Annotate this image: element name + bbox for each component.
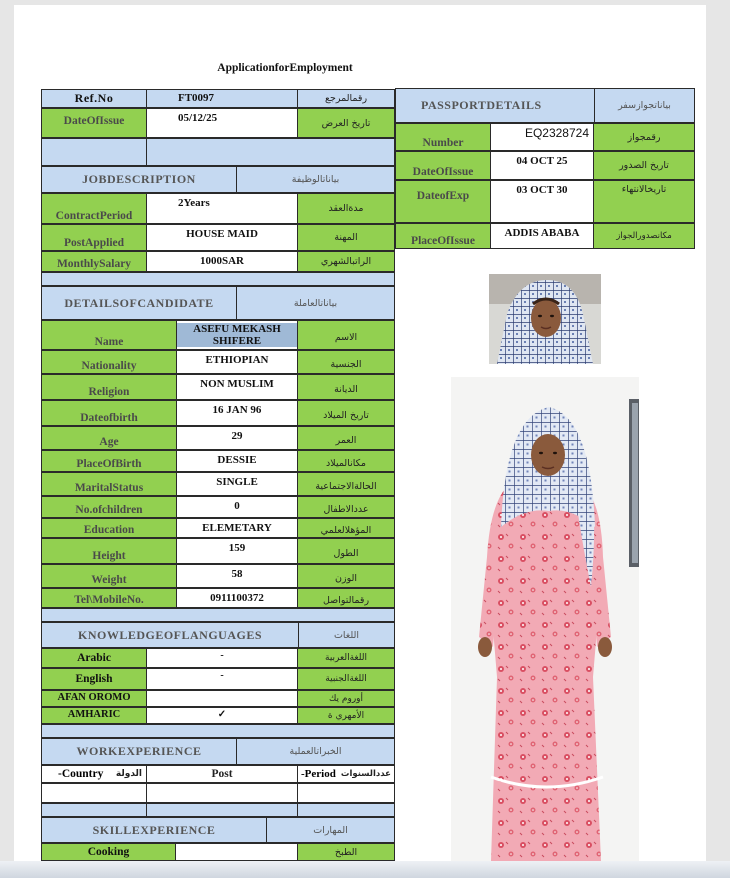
spacer-cell xyxy=(146,138,395,166)
passport-place-arabic: مكانصدورالجواز xyxy=(593,223,695,249)
candidate-label: MaritalStatus xyxy=(41,472,177,496)
job-description-header: JOBDESCRIPTION xyxy=(41,166,237,193)
monthly-salary-value: 1000SAR xyxy=(146,251,298,272)
candidate-arabic: تاريخ الميلاد xyxy=(297,400,395,426)
date-of-issue-value: 05/12/25 xyxy=(146,108,298,138)
candidate-arabic: مكانالميلاد xyxy=(297,450,395,472)
passport-place-value: ADDIS ABABA xyxy=(490,223,594,249)
language-arabic: الأمهري ة xyxy=(297,707,395,724)
candidate-arabic: المؤهلالعلمي xyxy=(297,518,395,538)
work-row-cell xyxy=(146,783,298,803)
candidate-arabic: الديانة xyxy=(297,374,395,400)
full-length-photo xyxy=(451,377,639,861)
skill-experience-header: SKILLEXPERIENCE xyxy=(41,817,267,843)
bottom-scroll-bar[interactable] xyxy=(0,861,730,878)
work-country-col xyxy=(41,765,147,783)
date-of-issue-label: DateOfIssue xyxy=(41,108,147,138)
language-arabic: اللغةالعربية xyxy=(297,648,395,668)
candidate-label: No.ofchildren xyxy=(41,496,177,518)
candidate-label: Weight xyxy=(41,564,177,588)
candidate-value: SINGLE xyxy=(176,472,298,496)
candidate-label: Name xyxy=(41,320,177,350)
language-level: - xyxy=(146,648,298,668)
candidate-arabic: الجنسية xyxy=(297,350,395,374)
candidate-value: 0 xyxy=(176,496,298,518)
job-description-header-arabic: بياناتالوظيفة xyxy=(236,166,395,193)
date-of-issue-arabic: تاريخ العرض xyxy=(297,108,395,138)
candidate-name-highlight: ASEFU MEKASH SHIFERE xyxy=(177,323,297,347)
passport-issue-date-value: 04 OCT 25 xyxy=(490,151,594,180)
candidate-label: Education xyxy=(41,518,177,538)
candidate-value: ELEMETARY xyxy=(176,518,298,538)
ref-label: Ref.No xyxy=(41,89,147,108)
ref-arabic: رقمالمرجع xyxy=(297,89,395,108)
language-arabic: أوروم يك xyxy=(297,690,395,707)
language-level: ✓ xyxy=(146,707,298,724)
candidate-label: Religion xyxy=(41,374,177,400)
spacer-cell xyxy=(146,803,298,817)
work-row-cell xyxy=(41,783,147,803)
monthly-salary-arabic: الراتبالشهري xyxy=(297,251,395,272)
work-period-arabic: عددالسنوات xyxy=(340,769,391,779)
candidate-arabic: الاسم xyxy=(297,320,395,350)
candidate-value: DESSIE xyxy=(176,450,298,472)
work-country-arabic: الدولة xyxy=(115,769,142,779)
contract-period-label: ContractPeriod xyxy=(41,193,147,224)
portrait-photo xyxy=(489,274,601,364)
skill-cooking-arabic: الطبخ xyxy=(297,843,395,861)
skill-experience-header-arabic: المهارات xyxy=(266,817,395,843)
candidate-arabic: الحالةالاجتماعية xyxy=(297,472,395,496)
language-label: AMHARIC xyxy=(41,707,147,724)
candidate-value: 16 JAN 96 xyxy=(176,400,298,426)
candidate-label: Age xyxy=(41,426,177,450)
ref-value: FT0097 xyxy=(146,89,298,108)
post-applied-arabic: المهنة xyxy=(297,224,395,251)
contract-period-value: 2Years xyxy=(146,193,298,224)
monthly-salary-label: MonthlySalary xyxy=(41,251,147,272)
candidate-label: Height xyxy=(41,538,177,564)
candidate-value: ETHIOPIAN xyxy=(176,350,298,374)
candidate-arabic: عددالاطفال xyxy=(297,496,395,518)
candidate-value: 29 xyxy=(176,426,298,450)
passport-issue-date-arabic: تاريخ الصدور xyxy=(593,151,695,180)
spacer-cell xyxy=(41,803,147,817)
candidate-arabic: الوزن xyxy=(297,564,395,588)
language-arabic: اللغةالجنبية xyxy=(297,668,395,690)
spacer-row xyxy=(41,272,395,286)
work-experience-header-arabic: الخبراتالعملية xyxy=(236,738,395,765)
work-row-cell xyxy=(297,783,395,803)
passport-details-header: PASSPORTDETAILS xyxy=(395,88,595,123)
contract-period-arabic: مدةالعقد xyxy=(297,193,395,224)
candidate-value: 159 xyxy=(176,538,298,564)
candidate-value: NON MUSLIM xyxy=(176,374,298,400)
languages-header: KNOWLEDGEOFLANGUAGES xyxy=(41,622,299,648)
skill-cooking-value xyxy=(175,843,298,861)
work-country-label: -Country xyxy=(58,768,104,780)
language-label: English xyxy=(41,668,147,690)
passport-expiry-arabic: تاريخالانتهاء xyxy=(593,180,695,223)
post-applied-label: PostApplied xyxy=(41,224,147,251)
passport-expiry-label: DateofExp xyxy=(395,180,491,223)
skill-cooking-label: Cooking xyxy=(41,843,176,861)
candidate-label: Tel\MobileNo. xyxy=(41,588,177,608)
post-applied-value: HOUSE MAID xyxy=(146,224,298,251)
candidate-value xyxy=(176,320,298,350)
document-title: ApplicationforEmployment xyxy=(217,62,353,74)
candidate-details-header: DETAILSOFCANDIDATE xyxy=(41,286,237,320)
spacer-cell xyxy=(297,803,395,817)
candidate-label: PlaceOfBirth xyxy=(41,450,177,472)
languages-header-arabic: اللغات xyxy=(298,622,395,648)
candidate-details-header-arabic: بياناتالعاملة xyxy=(236,286,395,320)
language-level: - xyxy=(146,668,298,690)
language-level xyxy=(146,690,298,707)
candidate-arabic: الطول xyxy=(297,538,395,564)
passport-number-label: Number xyxy=(395,123,491,151)
candidate-arabic: رقمالتواصل xyxy=(297,588,395,608)
passport-number-arabic: رقمجواز xyxy=(593,123,695,151)
spacer-row xyxy=(41,724,395,738)
candidate-label: Dateofbirth xyxy=(41,400,177,426)
candidate-value: 0911100372 xyxy=(176,588,298,608)
passport-place-label: PlaceOfIssue xyxy=(395,223,491,249)
passport-details-header-arabic: بياناتجوازسفر xyxy=(594,88,695,123)
spacer-row xyxy=(41,608,395,622)
work-post-col: Post xyxy=(146,765,298,783)
spacer-cell xyxy=(41,138,147,166)
candidate-value: 58 xyxy=(176,564,298,588)
work-period-label: -Period xyxy=(301,768,336,780)
language-label: AFAN OROMO xyxy=(41,690,147,707)
work-period-col xyxy=(297,765,395,783)
passport-expiry-value: 03 OCT 30 xyxy=(490,180,594,223)
language-label: Arabic xyxy=(41,648,147,668)
candidate-arabic: العمر xyxy=(297,426,395,450)
candidate-label: Nationality xyxy=(41,350,177,374)
work-experience-header: WORKEXPERIENCE xyxy=(41,738,237,765)
passport-number-value: EQ2328724 xyxy=(490,123,594,151)
passport-issue-date-label: DateOfIssue xyxy=(395,151,491,180)
